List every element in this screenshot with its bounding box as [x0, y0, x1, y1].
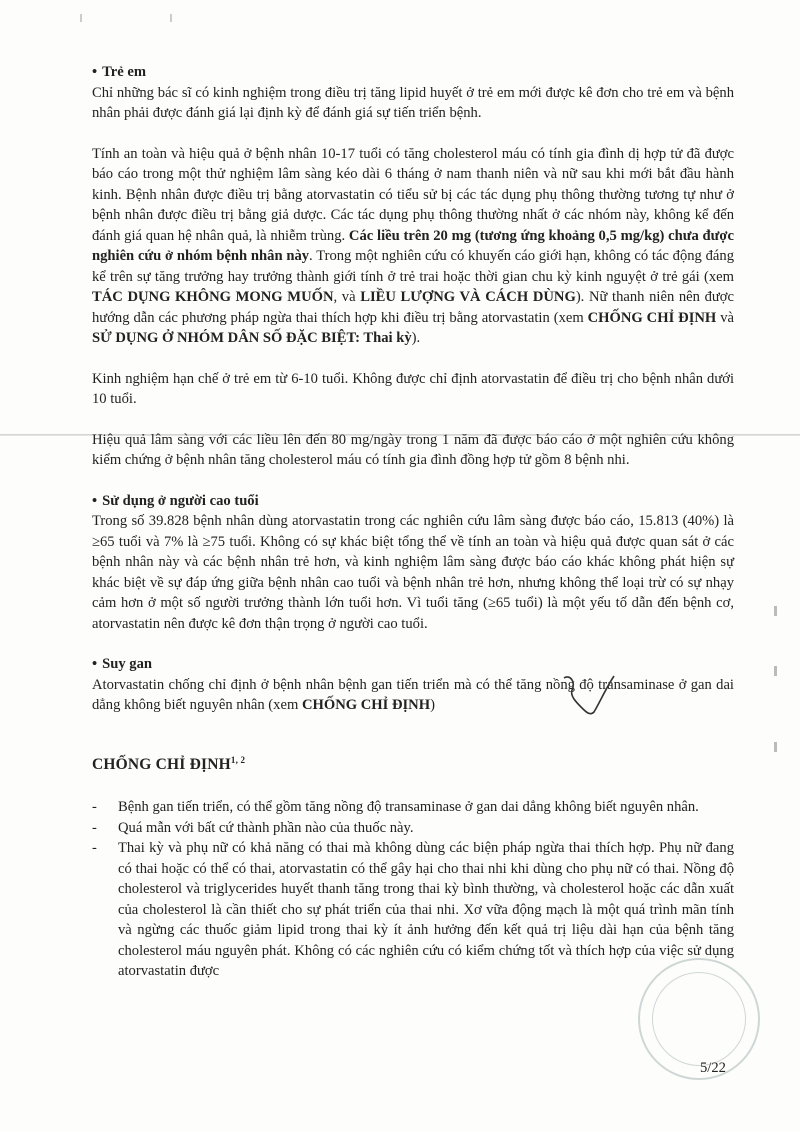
- cross-ref: TÁC DỤNG KHÔNG MONG MUỐN: [92, 289, 334, 305]
- heading-text: CHỐNG CHỈ ĐỊNH: [92, 755, 231, 773]
- section-title-cao-tuoi: • Sử dụng ở người cao tuổi: [92, 491, 734, 512]
- text-run: , và: [333, 289, 361, 305]
- text-run: ).: [411, 330, 421, 346]
- list-item: - Thai kỳ và phụ nữ có khả năng có thai mà không dùng các biện pháp ngừa thai thích hợp. Phụ nữ đang có thai hoặc có thể có thai, atorvastatin có thể gây hại cho thai nhi khi dùng cho phụ nữ có thai. Nồng độ cholesterol và triglycerides huyết thanh tăng trong thai kỳ bình thường, và cholesterol hoặc các dẫn xuất của cholesterol là cần thiết cho sự phát triển của thai nhi. Xơ vữa động mạch là một quá trình mãn tính và ngừng các thuốc giảm lipid trong thai kỳ ít ảnh hưởng đến kết quả trị liệu dài hạn của bệnh tăng cholesterol máu nguyên phát. Không có các nghiên cứu có kiểm chứng tốt và thích hợp của việc sử dụng atorvastatin được: [92, 838, 734, 982]
- stamp-seal: [638, 958, 760, 1080]
- cross-ref: LIỀU LƯỢNG VÀ CÁCH DÙNG: [360, 289, 576, 305]
- page-number: 5/22: [700, 1060, 726, 1076]
- text-run: ). Nữ thanh niên nên được hướng dẫn các phương pháp ngừa thai thích hợp khi điều trị bằng atorvastatin (xem: [92, 289, 734, 326]
- cross-ref: SỬ DỤNG Ở NHÓM DÂN SỐ ĐẶC BIỆT: Thai kỳ: [92, 330, 412, 346]
- scan-mark: [170, 14, 172, 22]
- list-item: - Bệnh gan tiến triển, có thể gồm tăng nồng độ transaminase ở gan dai dẳng không biết nguyên nhân.: [92, 797, 734, 818]
- section-title-suy-gan: • Suy gan: [92, 654, 734, 675]
- text-run: Tính an toàn và hiệu quả ở bệnh nhân 10-17 tuổi có tăng cholesterol máu có tính gia đình dị hợp tử đã được báo cáo trong một thử nghiệm lâm sàng kéo dài 6 tháng ở nam thanh niên và nữ sau khi mới bắt đầu hành kinh. Bệnh nhân được điều trị bằng atorvastatin có tiểu sử bị các tác dụng phụ thông thường tương tự như ở bệnh nhân được điều trị bằng giả dược. Các tác dụng phụ thông thường nhất ở các nhóm này, không kể đến đánh giá quan hệ nhân quả, là nhiễm trùng.: [92, 145, 734, 244]
- paragraph: [92, 144, 734, 349]
- paragraph: Chỉ những bác sĩ có kinh nghiệm trong điều trị tăng lipid huyết ở trẻ em mới được kê đơn cho trẻ em và bệnh nhân phải được đánh giá lại định kỳ để đánh giá sự tiến triển bệnh.: [92, 84, 734, 121]
- bold-text: Các liều trên 20 mg (tương ứng khoảng 0,5 mg/kg) chưa được nghiên cứu ở nhóm bệnh nhân này: [92, 227, 734, 264]
- paragraph: Kinh nghiệm hạn chế ở trẻ em từ 6-10 tuổi. Không được chỉ định atorvastatin để điều trị cho bệnh nhân dưới 10 tuổi.: [92, 370, 734, 407]
- scan-edge-mark: [774, 666, 777, 676]
- text-run: và: [716, 309, 734, 326]
- handwritten-signature: [560, 672, 620, 724]
- paragraph: [92, 675, 734, 716]
- scan-edge-mark: [774, 606, 777, 616]
- cross-ref: CHỐNG CHỈ ĐỊNH: [587, 309, 717, 326]
- superscript-ref: 1, 2: [230, 754, 246, 765]
- document-body: [92, 62, 734, 982]
- section-title-tre-em: • Trẻ em: [92, 62, 734, 83]
- contraindication-list: [92, 797, 734, 982]
- paragraph: Trong số 39.828 bệnh nhân dùng atorvastatin trong các nghiên cứu lâm sàng được báo cáo, 15.813 (40%) là ≥65 tuổi và 7% là ≥75 tuổi. Không có sự khác biệt tổng thể về tính an toàn và hiệu quả được quan sát ở các bệnh nhân này và các bệnh nhân trẻ hơn, và kinh nghiệm lâm sàng được báo cáo khác không phát hiện sự khác biệt về sự đáp ứng giữa bệnh nhân cao tuổi và bệnh nhân trẻ hơn, nhưng không thể loại trừ có sự nhạy cảm hơn ở một số người trưởng thành lớn tuổi hơn. Vì tuổi tăng (≥65 tuổi) là một yếu tố dẫn đến bệnh cơ, atorvastatin nên được kê đơn thận trọng ở người cao tuổi.: [92, 513, 734, 632]
- text-run: Atorvastatin chống chỉ định ở bệnh nhân bệnh gan tiến triển mà có thể tăng nồng độ transaminase ở gan dai dẳng không biết nguyên nhân (xem: [92, 676, 734, 713]
- list-item: - Quá mẫn với bất cứ thành phần nào của thuốc này.: [92, 818, 734, 839]
- paragraph: Hiệu quả lâm sàng với các liều lên đến 80 mg/ngày trong 1 năm đã được báo cáo ở một nghiên cứu không kiểm chứng ở bệnh nhân tăng cholesterol máu có tính gia đình đồng hợp tử gồm 8 bệnh nhi.: [92, 431, 734, 468]
- text-run: . Trong một nghiên cứu có khuyến cáo giới hạn, không có tác động đáng kể trên sự tăng trưởng hay trưởng thành giới tính ở trẻ trai hoặc thời gian chu kỳ kinh nguyệt ở trẻ gái (xem: [92, 248, 734, 285]
- text-run: ): [430, 697, 435, 713]
- cross-ref: CHỐNG CHỈ ĐỊNH: [301, 697, 431, 713]
- scan-edge-mark: [774, 742, 777, 752]
- scan-mark: [80, 14, 82, 22]
- heading-chong-chi-dinh: [92, 750, 734, 776]
